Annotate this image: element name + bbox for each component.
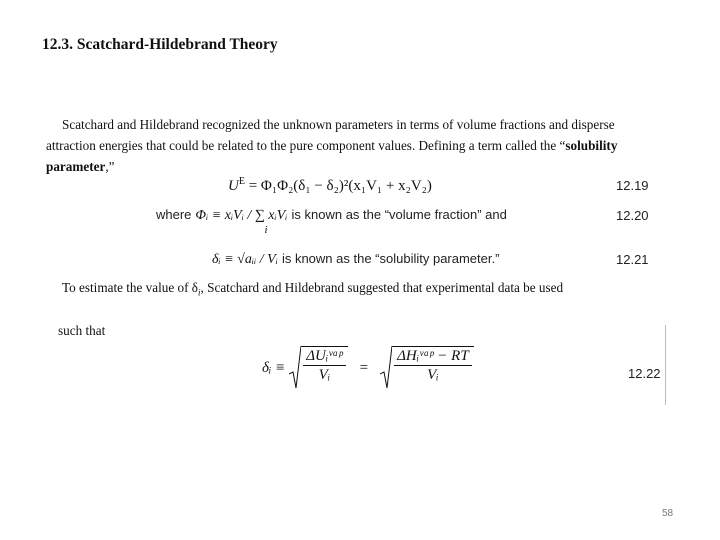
vertical-divider (665, 325, 666, 405)
para-text: Scatchard and Hildebrand recognized the unknown parameters in terms of volume fractions and disperse attraction energies that could be related to the pure component values. Defining a term called the “ (46, 117, 615, 153)
equation-12-22 (262, 346, 474, 390)
eq2-sum-index: i (264, 224, 268, 236)
radical-icon (380, 346, 392, 390)
sqrt-2 (380, 346, 474, 390)
sqrt-1 (289, 346, 347, 390)
eq3-text: is known as the “solubility parameter.” (281, 251, 500, 266)
eq1-lhs: U (228, 178, 239, 194)
equation-12-19 (228, 176, 432, 195)
eq4-equals: = (359, 359, 369, 376)
eq3-formula: δᵢ ≡ √aᵢᵢ / Vᵢ (212, 252, 278, 267)
equation-12-20 (156, 206, 507, 236)
radical-icon (289, 346, 301, 390)
eq2-text: is known as the “volume fraction” and (291, 207, 507, 222)
eq4-lhs: δᵢ ≡ (262, 359, 286, 376)
line2-sub: i (198, 287, 201, 298)
eq4-num2: ΔHᵢᵛᵃᵖ − RT (394, 347, 472, 366)
such-that-line: such that (58, 323, 106, 338)
para-bold-term: solubility parameter (46, 138, 618, 174)
eq1-sup: E (238, 176, 245, 187)
eq-number-12-20: 12.20 (616, 208, 649, 223)
equation-12-21 (212, 250, 499, 268)
estimate-line (62, 280, 563, 298)
slide-title: 12.3. Scatchard-Hildebrand Theory (42, 36, 278, 53)
para-end: ,” (105, 159, 115, 174)
eq2-where: where (156, 207, 192, 222)
eq4-den1: Vᵢ (318, 367, 331, 383)
eq4-num1: ΔUᵢᵛᵃᵖ (303, 347, 345, 366)
eq-number-12-19: 12.19 (616, 178, 649, 193)
intro-paragraph (46, 114, 656, 177)
page-number: 58 (662, 508, 674, 519)
eq4-den2: Vᵢ (427, 367, 439, 383)
eq1-rhs: = Φ₁Φ₂(δ₁ − δ₂)²(x₁V₁ + x₂V₂) (248, 178, 432, 194)
eq-number-12-21: 12.21 (616, 252, 649, 267)
line2-post: , Scatchard and Hildebrand suggested that experimental data be used (200, 280, 564, 295)
eq2-formula: Φᵢ ≡ xᵢVᵢ / ∑ xᵢVᵢ (195, 208, 288, 223)
line2-pre: To estimate the value of δ (62, 280, 199, 295)
eq-number-12-22: 12.22 (628, 366, 661, 381)
